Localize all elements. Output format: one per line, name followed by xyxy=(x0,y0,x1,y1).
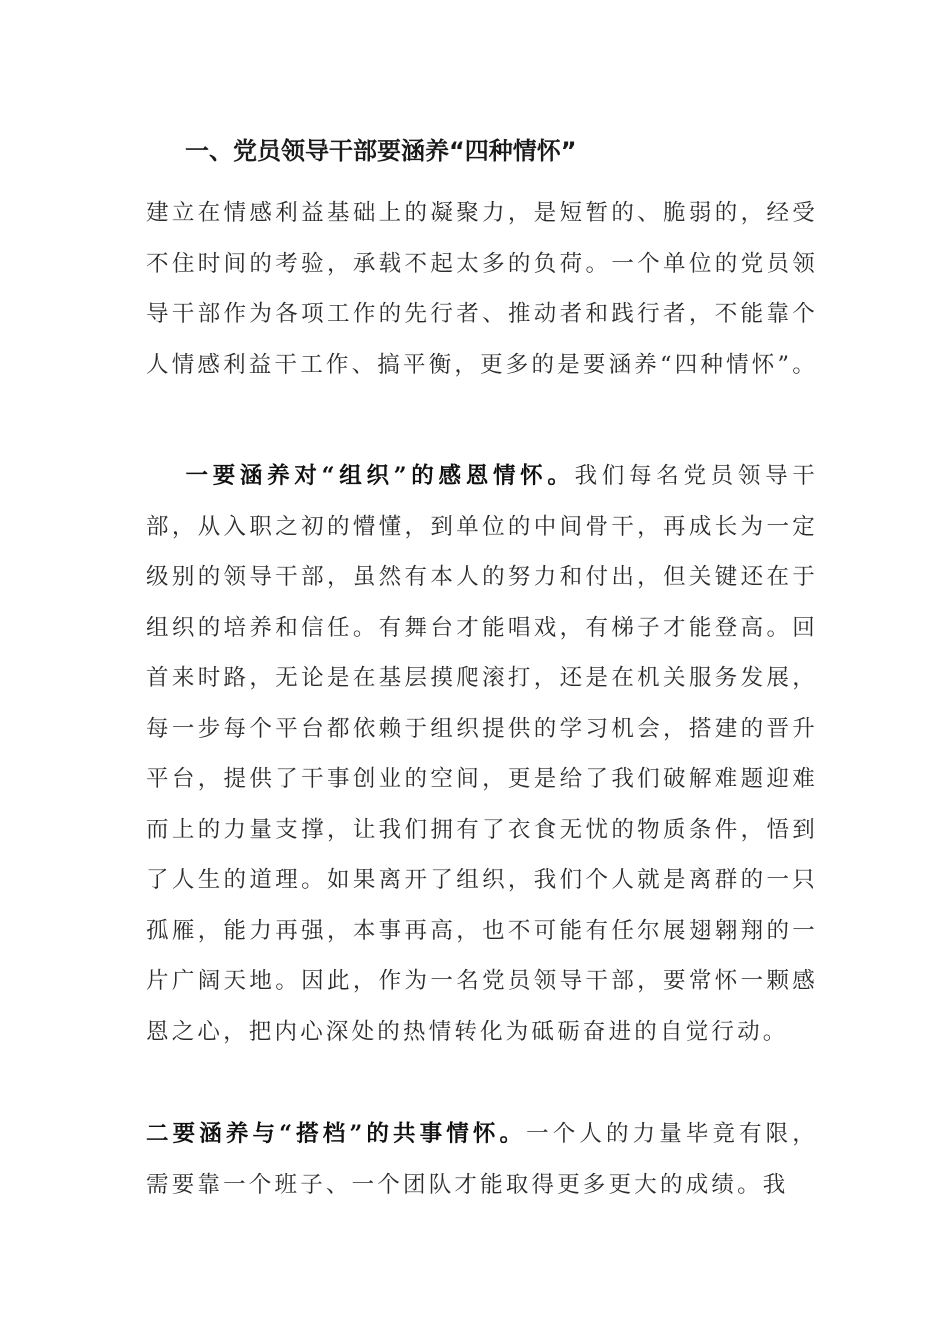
paragraph-lead: 二要涵养与“搭档”的共事情怀。 xyxy=(146,1121,527,1147)
paragraph-body: 建立在情感利益基础上的凝聚力，是短暂的、脆弱的，经受不住时间的考验，承载不起太多的负荷。一个单位的党员领导干部作为各项工作的先行者、推动者和践行者，不能靠个人情感利益干工作、搞平衡，更多的是要涵养“四种情怀”。 xyxy=(146,200,818,378)
paragraph-lead: 一要涵养对“组织”的感恩情怀。 xyxy=(184,463,575,489)
paragraph-gratitude xyxy=(146,451,818,1057)
section-heading: 一、党员领导干部要涵养“四种情怀” xyxy=(185,137,577,165)
paragraph-body: 一个人的力量毕竟有限，需要靠一个班子、一个团队才能取得更多更大的成绩。我 xyxy=(146,1121,819,1198)
paragraph-partnership xyxy=(146,1109,818,1210)
paragraph-body: 我们每名党员领导干部，从入职之初的懵懂，到单位的中间骨干，再成长为一定级别的领导干部，虽然有本人的努力和付出，但关键还在于组织的培养和信任。有舞台才能唱戏，有梯子才能登高。回首来时路，无论是在基层摸爬滚打，还是在机关服务发展，每一步每个平台都依赖于组织提供的学习机会，搭建的晋升平台，提供了干事创业的空间，更是给了我们破解难题迎难而上的力量支撑，让我们拥有了衣食无忧的物质条件，悟到了人生的道理。如果离开了组织，我们个人就是离群的一只孤雁，能力再强，本事再高，也不可能有任尔展翅翱翔的一片广阔天地。因此，作为一名党员领导干部，要常怀一颗感恩之心，把内心深处的热情转化为砥砺奋进的自觉行动。 xyxy=(146,463,818,1045)
paragraph-intro xyxy=(146,188,818,390)
